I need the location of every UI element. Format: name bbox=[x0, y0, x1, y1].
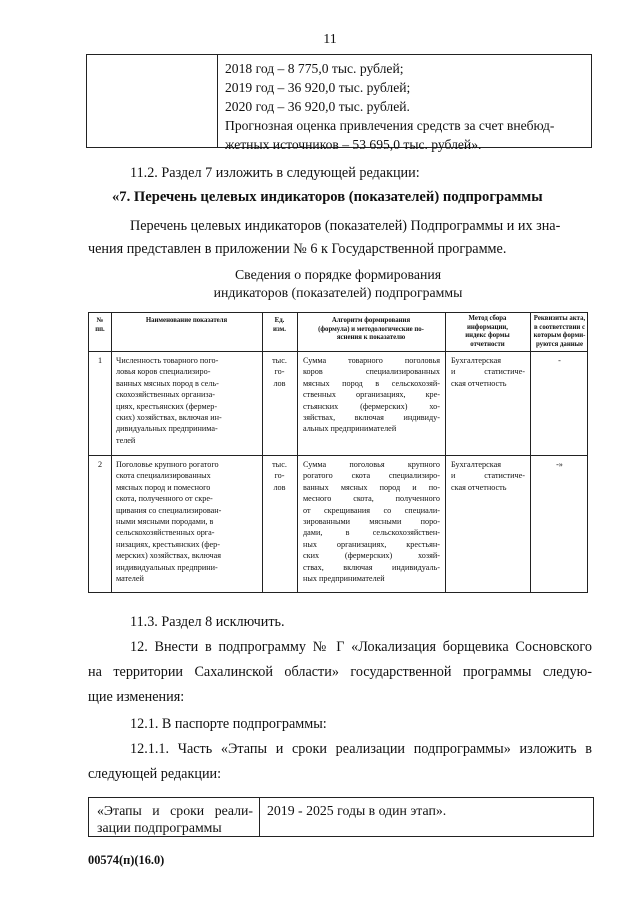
row-2-algorithm: Сумма поголовья крупного рогатого скота специализиро- ванных мясных пород и по- месного скота, полученного от скрещивания со специали- зированными мясными поро- дами, в сельскохозяйствен- ных организациях, крестьян- ских (фермерских) хозяй- ствах, включая индивидуаль- ных предпринимателей bbox=[303, 460, 440, 584]
clause-12-line: на территории Сахалинской области» государственной программы следую- bbox=[88, 664, 592, 680]
funding-line: 2018 год – 8 775,0 тыс. рублей; bbox=[225, 61, 404, 76]
row-2-method: Бухгалтерская и статистиче- ская отчетность bbox=[451, 460, 525, 492]
stages-label: «Этапы и сроки реали- зации подпрограммы bbox=[97, 803, 253, 835]
clause-12-1-1-line: следующей редакции: bbox=[88, 766, 222, 782]
row-2-num: 2 bbox=[97, 460, 103, 469]
clause-12-1-1-line: 12.1.1. Часть «Этапы и сроки реализации подпрограммы» изложить в bbox=[130, 741, 592, 757]
header-requisites: Реквизиты акта, в соответствии с которым форми- руются данные bbox=[533, 315, 586, 348]
table-caption-line: индикаторов (показателей) подпрограммы bbox=[213, 285, 463, 300]
header-method: Метод сбора информации, индекс формы отчетности bbox=[465, 315, 510, 348]
funding-line: 2020 год – 36 920,0 тыс. рублей. bbox=[225, 99, 410, 114]
table-divider bbox=[297, 313, 298, 592]
row-1-num: 1 bbox=[97, 356, 103, 365]
table-caption-line: Сведения о порядке формирования bbox=[234, 267, 442, 282]
header-algorithm: Алгоритм формирования (формула) и методологические по- яснения к показателю bbox=[318, 317, 424, 342]
header-num: № пп. bbox=[95, 317, 105, 333]
row-2-name: Поголовье крупного рогатого скота специализированных мясных пород и помесного скота, полученного от скре- щивания со специализирован- ными мясными породами, в сельскохозяйственных орга- низациях, крестьянских (фер- мерских) хозяйствах, включая индивидуальных предприни- мателей bbox=[116, 460, 222, 584]
table-divider bbox=[445, 313, 446, 592]
funding-line: 2019 год – 36 920,0 тыс. рублей; bbox=[225, 80, 411, 95]
header-name: Наименование показателя bbox=[145, 317, 228, 324]
row-1-method: Бухгалтерская и статистиче- ская отчетность bbox=[451, 356, 525, 388]
document-code: 00574(п)(16.0) bbox=[88, 853, 165, 867]
section-7-text-line: чения представлен в приложении № 6 к Государственной программе. bbox=[88, 241, 507, 257]
funding-line: Прогнозная оценка привлечения средств за счет внебюд- bbox=[225, 118, 555, 133]
section-7-title: «7. Перечень целевых индикаторов (показателей) подпрограммы bbox=[112, 189, 543, 205]
row-2-requisites: -» bbox=[556, 460, 563, 469]
row-1-name: Численность товарного пого- ловья коров специализиро- ванных мясных пород в сель- скохозяйственных организа- циях, крестьянских (фермер- ских) хозяйствах, включая ин- дивидуальных предпринима- телей bbox=[116, 356, 222, 445]
row-2-unit: тыс. го- лов bbox=[272, 460, 287, 492]
clause-12-line: 12. Внести в подпрограмму № Г «Локализация борщевика Сосновского bbox=[130, 639, 592, 655]
table-divider bbox=[111, 313, 112, 592]
table-divider bbox=[89, 351, 587, 352]
page-number: 11 bbox=[323, 32, 337, 47]
funding-line: жетных источников – 53 695,0 тыс. рублей». bbox=[225, 137, 482, 152]
row-1-algorithm: Сумма товарного поголовья коров специализированных мясных пород в сельскохозяй- ственных организациях, кре- стьянских (фермерских) хо- зяйствах, включая индивиду- альных предпринимателей bbox=[303, 356, 440, 434]
clause-12-line: щие изменения: bbox=[88, 689, 185, 705]
table-divider bbox=[89, 455, 587, 456]
funding-table bbox=[86, 54, 592, 152]
clause-11-3: 11.3. Раздел 8 исключить. bbox=[130, 614, 285, 630]
clause-12-1: 12.1. В паспорте подпрограммы: bbox=[130, 716, 327, 732]
indicators-table bbox=[88, 312, 588, 593]
section-7-text-line: Перечень целевых индикаторов (показателей) Подпрограммы и их зна- bbox=[130, 218, 561, 234]
row-1-requisites: - bbox=[558, 356, 561, 365]
row-1-unit: тыс. го- лов bbox=[272, 356, 287, 388]
stages-table bbox=[88, 797, 594, 837]
clause-11-2: 11.2. Раздел 7 изложить в следующей редакции: bbox=[130, 165, 420, 181]
table-divider bbox=[259, 798, 260, 836]
header-unit: Ед. изм. bbox=[273, 317, 286, 333]
table-divider bbox=[217, 55, 218, 147]
funding-text bbox=[225, 59, 585, 154]
stages-value: 2019 - 2025 годы в один этап». bbox=[267, 803, 447, 818]
